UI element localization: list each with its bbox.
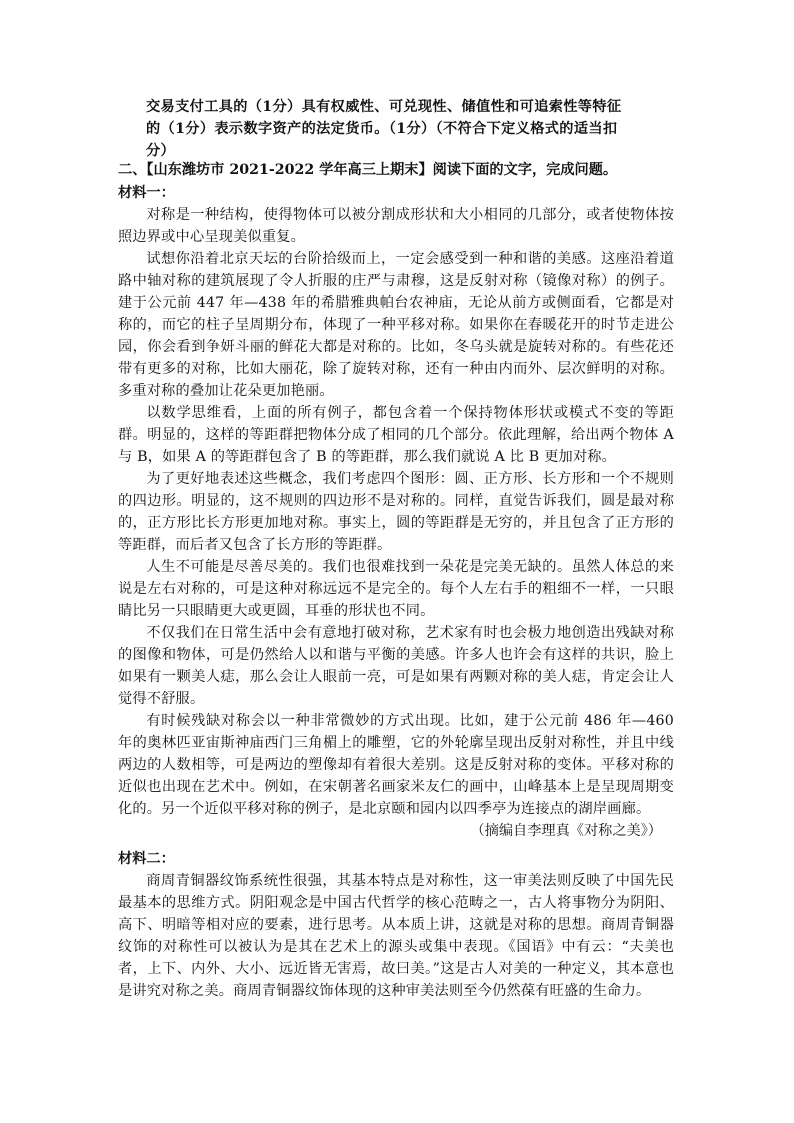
material-one-heading: 材料一：	[118, 185, 175, 201]
paragraph: 商周青铜器纹饰系统性很强，其基本特点是对称性，这一审美法则反映了中国先民最基本的思维方式。阴阳观念是中国古代哲学的核心范畴之一，古人将事物分为阴阳、高下、明暗等相对应的要素，进行思考。从本质上讲，这就是对称的思想。商周青铜器纹饰的对称性可以被认为是其在艺术上的源头或集中表现。《国语》中有云：“夫美也者，上下、内外、大小、远近皆无害焉，故曰美。”这是古人对美的一种定义，其本意也是讲究对称之美。商周青铜器纹饰体现的这种审美法则至今仍然葆有旺盛的生命力。	[118, 873, 674, 999]
paragraph: 人生不可能是尽善尽美的。我们也很难找到一朵花是完美无缺的。虽然人体总的来说是左右对称的，可是这种对称远远不是完全的。每个人左右手的粗细不一样，一只眼睛比另一只眼睛更大或更圆，耳垂的形状也不同。	[118, 559, 674, 619]
answer-line: 交易支付工具的（1分）具有权威性、可兑现性、储值性和可追索性等特征	[146, 99, 622, 115]
answer-line: 分）	[146, 143, 176, 159]
paragraph: 对称是一种结构，使得物体可以被分割成形状和大小相同的几部分，或者使物体按照边界或中心呈现美似重复。	[118, 207, 674, 245]
material-two	[118, 848, 674, 1002]
paragraph: 不仅我们在日常生活中会有意地打破对称，艺术家有时也会极力地创造出残缺对称的图像和物体，可是仍然给人以和谐与平衡的美感。许多人也许会有这样的共识，脸上如果有一颗美人痣，那么会让人眼前一亮，可是如果有两颗对称的美人痣，肯定会让人觉得不舒服。	[118, 625, 674, 707]
question-heading: 二、【山东潍坊市 2021-2022 学年高三上期末】阅读下面的文字，完成问题。	[118, 162, 618, 178]
source-citation: （摘编自李理真《对称之美》）	[470, 823, 662, 839]
answer-section	[118, 96, 674, 162]
answer-line: 的（1分）表示数字资产的法定货币。（1分）（不符合下定义格式的适当扣	[146, 121, 618, 137]
material-one	[118, 182, 674, 842]
material-two-heading: 材料二：	[118, 851, 175, 867]
paragraph: 有时候残缺对称会以一种非常微妙的方式出现。比如，建于公元前 486 年—460 年的奥林匹亚宙斯神庙西门三角楣上的雕塑，它的外轮廓呈现出反射对称性，并且中线两边的人数相等，可是两边的塑像却有着很大差别。这是反射对称的变体。平移对称的近似也出现在艺术中。例如，在宋朝著名画家米友仁的画中，山峰基本上是呈现周期变化的。另一个近似平移对称的例子，是北京颐和园内以四季亭为连接点的湖岸画廊。	[118, 713, 674, 817]
paragraph: 为了更好地表述这些概念，我们考虑四个图形：圆、正方形、长方形和一个不规则的四边形。明显的，这不规则的四边形不是对称的。同样，直觉告诉我们，圆是最对称的，正方形比长方形更加地对称。事实上，圆的等距群是无穷的，并且包含了正方形的等距群，而后者又包含了长方形的等距群。	[118, 471, 674, 553]
paragraph: 以数学思维看，上面的所有例子，都包含着一个保持物体形状或模式不变的等距群。明显的，这样的等距群把物体分成了相同的几个部分。依此理解，给出两个物体 A 与 B，如果 A 的等距群包含了 B 的等距群，那么我们就说 A 比 B 更加对称。	[118, 405, 674, 465]
paragraph: 试想你沿着北京天坛的台阶拾级而上，一定会感受到一种和谐的美感。这座沿着道路中轴对称的建筑展现了令人折服的庄严与肃穆，这是反射对称（镜像对称）的例子。建于公元前 447 年—438 年的希腊雅典帕台农神庙，无论从前方或侧面看，它都是对称的，而它的柱子呈周期分布，体现了一种平移对称。如果你在春暖花开的时节走进公园，你会看到争妍斗丽的鲜花大都是对称的。比如，冬乌头就是旋转对称的。有些花还带有更多的对称，比如大丽花，除了旋转对称，还有一种由内而外、层次鲜明的对称。多重对称的叠加让花朵更加艳丽。	[118, 251, 674, 399]
